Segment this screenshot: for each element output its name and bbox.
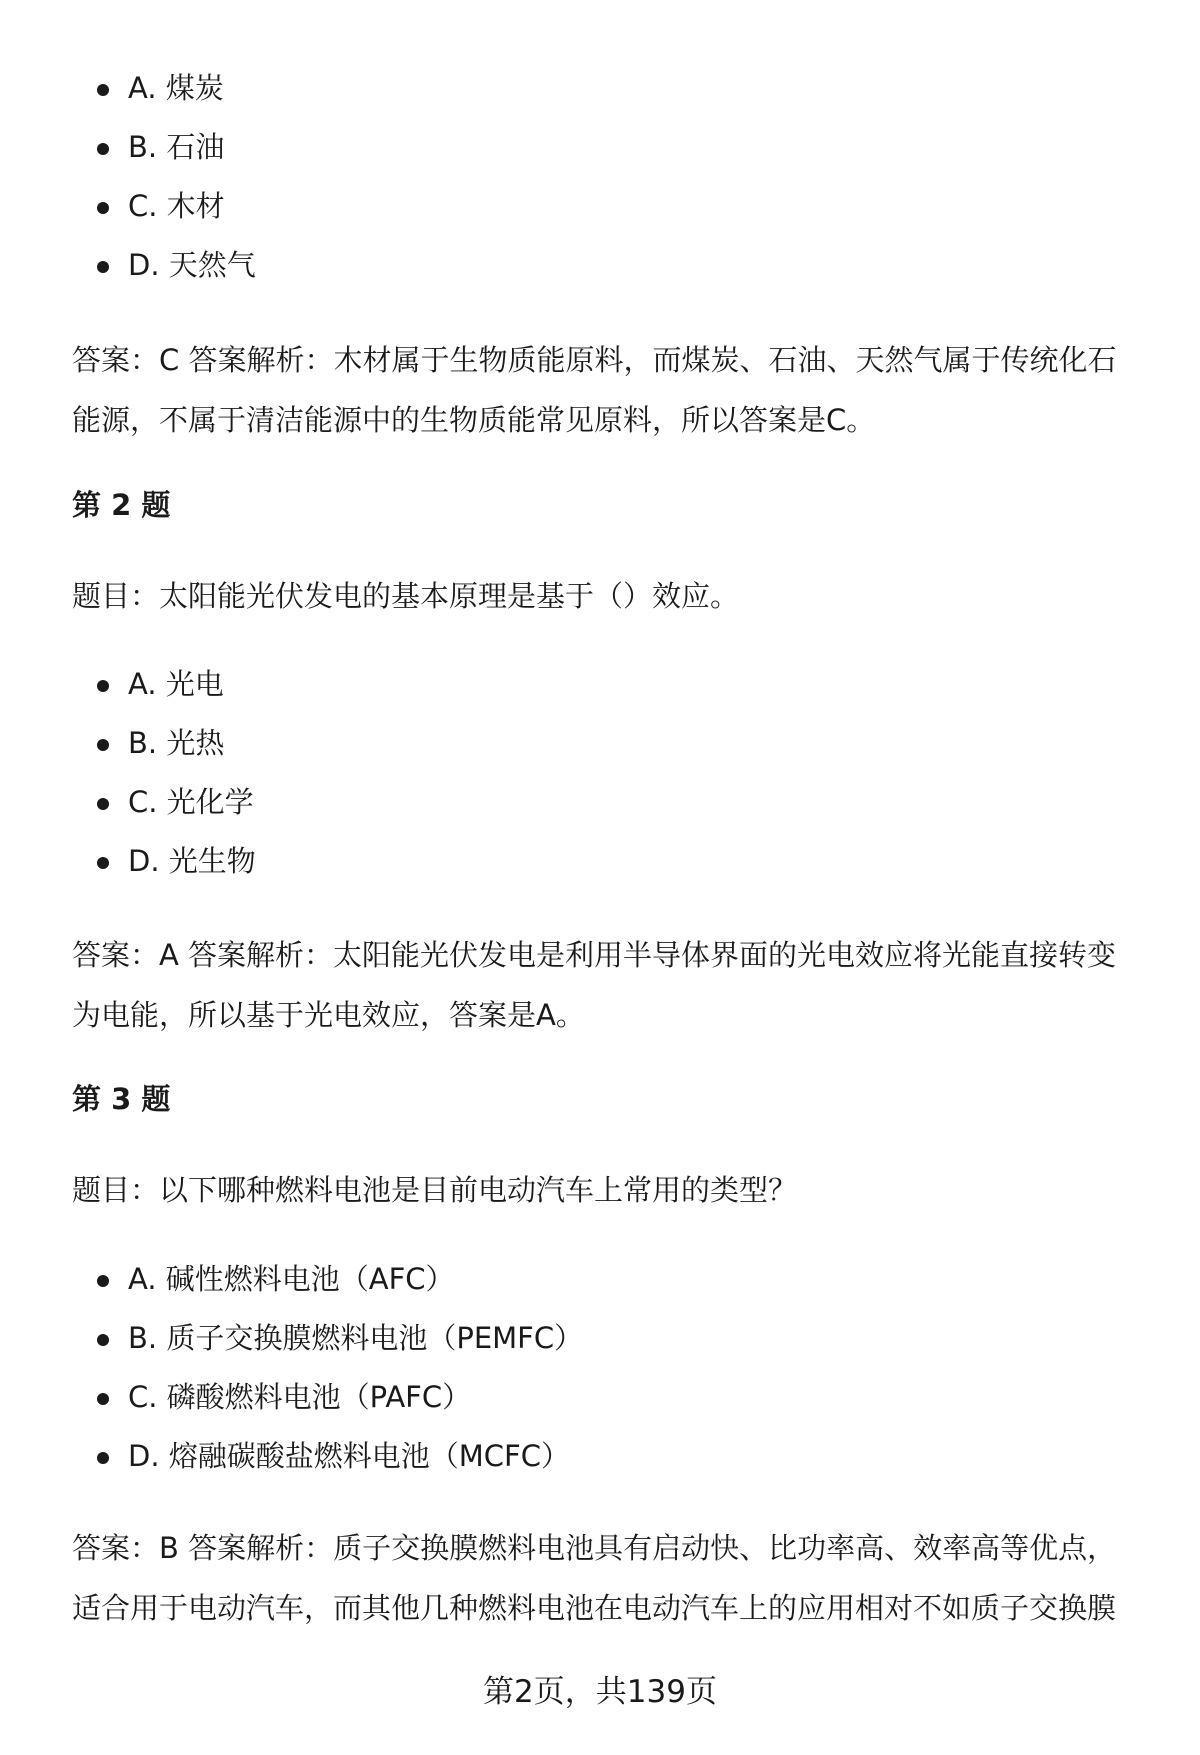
option-text: D. 天然气 <box>128 248 256 282</box>
bullet-icon <box>97 1452 109 1464</box>
q1-option-c <box>0 177 256 236</box>
q1-option-b <box>0 118 256 177</box>
q2-option-c <box>0 773 256 832</box>
bullet-icon <box>97 261 109 273</box>
q1-answer <box>72 330 1152 450</box>
q2-option-a <box>0 655 256 714</box>
bullet-icon <box>97 739 109 751</box>
option-text: C. 木材 <box>128 189 225 223</box>
answer-line: 答案：C 答案解析：木材属于生物质能原料，而煤炭、石油、天然气属于传统化石 <box>72 343 1117 377</box>
answer-line: 适合用于电动汽车，而其他几种燃料电池在电动汽车上的应用相对不如质子交换膜 <box>72 1591 1117 1625</box>
q2-question: 题目：太阳能光伏发电的基本原理是基于（）效应。 <box>72 579 740 613</box>
option-text: A. 煤炭 <box>128 71 224 105</box>
option-text: A. 光电 <box>128 667 224 701</box>
bullet-icon <box>97 84 109 96</box>
option-text: B. 光热 <box>128 726 225 760</box>
option-text: D. 熔融碳酸盐燃料电池（MCFC） <box>128 1439 570 1473</box>
q2-answer <box>72 925 1152 1045</box>
bullet-icon <box>97 143 109 155</box>
q3-option-a <box>0 1250 583 1309</box>
option-text: B. 石油 <box>128 130 225 164</box>
q3-option-b <box>0 1309 583 1368</box>
bullet-icon <box>97 798 109 810</box>
option-text: D. 光生物 <box>128 844 256 878</box>
answer-line: 答案：A 答案解析：太阳能光伏发电是利用半导体界面的光电效应将光能直接转变 <box>72 938 1117 972</box>
bullet-icon <box>97 680 109 692</box>
answer-line: 为电能，所以基于光电效应，答案是A。 <box>72 998 585 1032</box>
q1-option-d <box>0 236 256 295</box>
bullet-icon <box>97 1275 109 1287</box>
answer-line: 答案：B 答案解析：质子交换膜燃料电池具有启动快、比功率高、效率高等优点， <box>72 1531 1117 1565</box>
q3-answer <box>72 1518 1152 1638</box>
q1-options <box>0 59 256 295</box>
option-text: C. 磷酸燃料电池（PAFC） <box>128 1380 472 1414</box>
option-text: A. 碱性燃料电池（AFC） <box>128 1262 455 1296</box>
page-indicator: 第2页，共139页 <box>483 1674 717 1710</box>
q2-heading: 第 2 题 <box>72 488 171 522</box>
option-text: C. 光化学 <box>128 785 254 819</box>
bullet-icon <box>97 857 109 869</box>
q3-question: 题目：以下哪种燃料电池是目前电动汽车上常用的类型？ <box>72 1173 798 1207</box>
bullet-icon <box>97 1334 109 1346</box>
q2-option-b <box>0 714 256 773</box>
q2-options <box>0 655 256 891</box>
bullet-icon <box>97 202 109 214</box>
option-text: B. 质子交换膜燃料电池（PEMFC） <box>128 1321 584 1355</box>
q1-option-a <box>0 59 256 118</box>
q2-option-d <box>0 832 256 891</box>
q3-options <box>0 1250 583 1486</box>
answer-line: 能源，不属于清洁能源中的生物质能常见原料，所以答案是C。 <box>72 403 876 437</box>
q3-option-c <box>0 1368 583 1427</box>
q3-heading: 第 3 题 <box>72 1082 171 1116</box>
q3-option-d <box>0 1427 583 1486</box>
bullet-icon <box>97 1393 109 1405</box>
